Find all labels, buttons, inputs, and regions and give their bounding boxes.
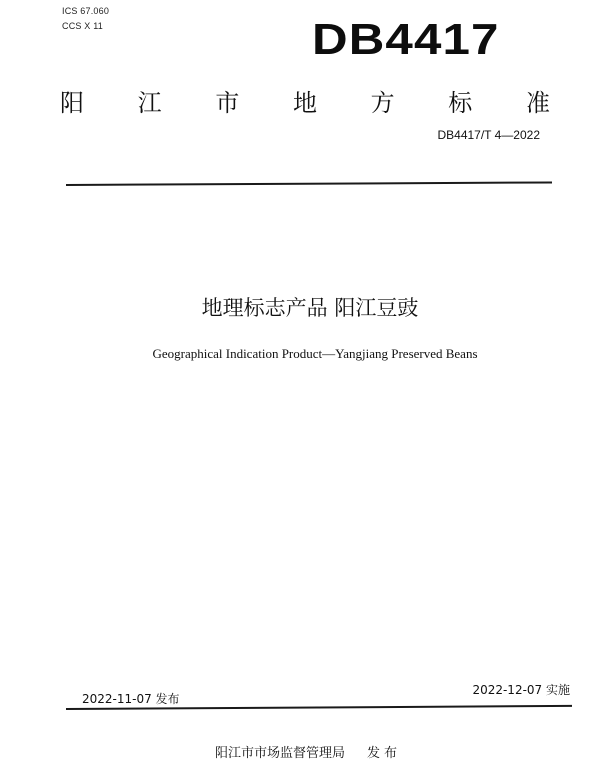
classification-codes xyxy=(62,4,109,34)
issuer-char: 市 xyxy=(215,88,240,117)
title-english: Geographical Indication Product—Yangjiang Preserved Beans xyxy=(152,346,478,361)
db-logo: DB4417 xyxy=(312,15,500,64)
standard-number: DB4417/T 4—2022 xyxy=(437,128,540,142)
publisher-suffix: 发布 xyxy=(367,746,402,761)
issuer-char: 方 xyxy=(370,88,395,117)
ccs-code: CCS X 11 xyxy=(62,21,103,31)
implementation-date: 2022-12-07 实施 xyxy=(472,683,570,697)
title-chinese: 地理标志产品 阳江豆豉 xyxy=(201,296,419,320)
publisher-name: 阳江市市场监督管理局 xyxy=(215,746,346,761)
issuer-char: 准 xyxy=(525,88,550,117)
issuer-char: 江 xyxy=(137,88,162,117)
ics-code: ICS 67.060 xyxy=(62,6,110,16)
issuer-char: 阳 xyxy=(60,88,84,117)
publisher-line xyxy=(215,742,401,761)
issue-date: 2022-11-07 发布 xyxy=(82,692,180,706)
issuer-char: 标 xyxy=(448,88,473,117)
header-divider xyxy=(66,181,552,186)
issuer-banner xyxy=(60,80,550,120)
issuer-char: 地 xyxy=(292,88,317,117)
